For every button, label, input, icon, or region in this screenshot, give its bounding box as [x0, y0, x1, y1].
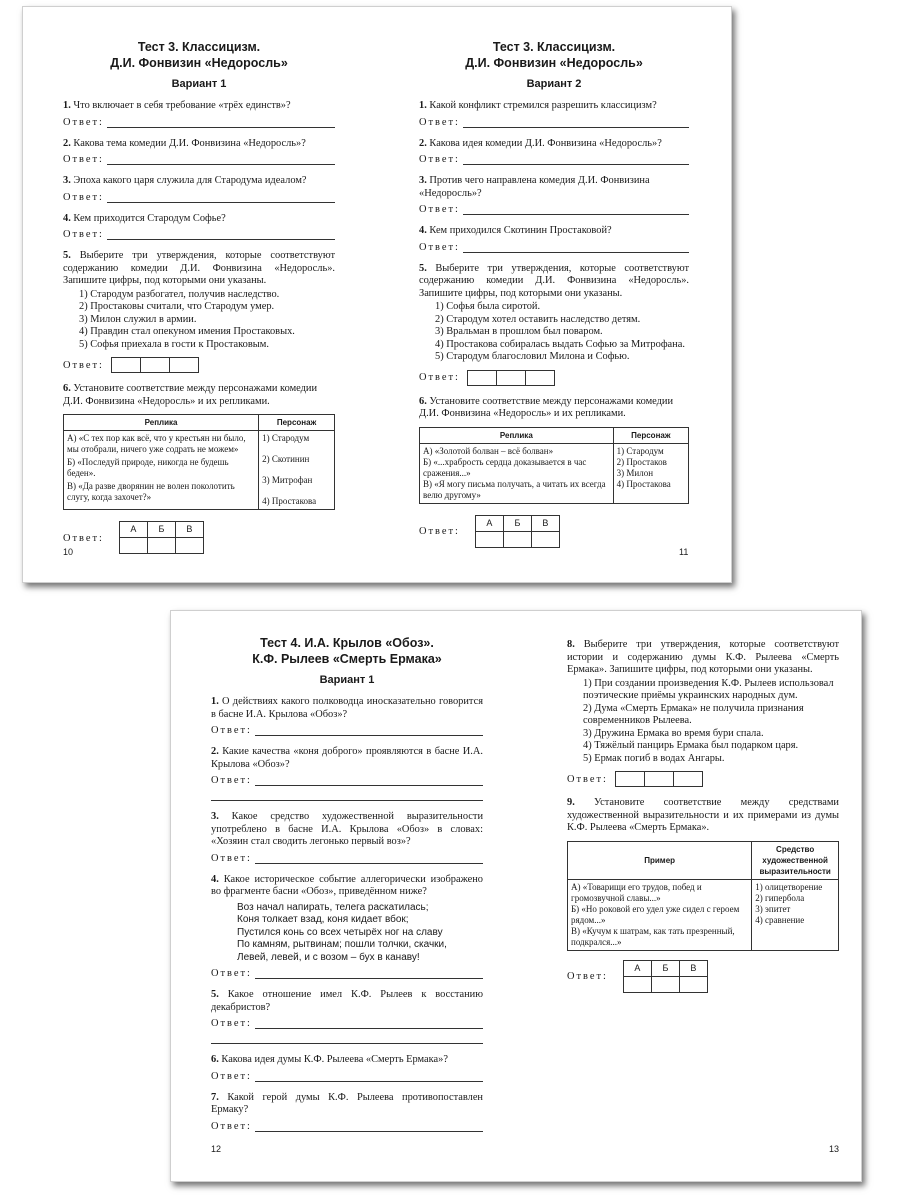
options-list [583, 678, 839, 766]
test-subtitle: Д.И. Фонвизин «Недоросль» [110, 56, 288, 70]
character-4: 4) Простакова [262, 496, 317, 506]
question-9: 9. Установите соответствие между средствами художественной выразительности и их примерами из думы К.Ф. Рылеева «Смерть Ермака». [567, 797, 839, 833]
book-spread-test4 [170, 610, 862, 1182]
page-number: 12 [211, 1144, 222, 1154]
answer-5: Ответ: [419, 370, 689, 386]
answer-6: Ответ: А Б В [419, 516, 689, 548]
means-3: 3) эпитет [755, 903, 791, 914]
option-item: 5) Стародум благословил Милона и Софью. [435, 351, 630, 362]
option-item: 3) Вральман в прошлом был поваром. [435, 326, 603, 337]
character-2: 2) Простаков [616, 456, 667, 467]
option-item: 4) Правдин стал опекуном имения Простаковых. [79, 326, 295, 337]
answer-1[interactable]: Ответ: [211, 725, 483, 736]
means-1: 1) олицетворение [755, 881, 823, 892]
answer-1[interactable]: Ответ: [63, 117, 335, 128]
question-2: 2. Какова идея комедии Д.И. Фонвизина «Недоросль»? [419, 137, 662, 149]
page-10 [63, 39, 335, 564]
answer-8: Ответ: [567, 771, 839, 787]
character-1: 1) Стародум [262, 433, 310, 443]
options-list [79, 289, 335, 352]
answer-3[interactable]: Ответ: [211, 853, 483, 864]
question-5: 5. Выберите три утверждения, которые соответствуют содержанию комедии Д.И. Фонвизина «Недоросль». Запишите цифры, под которыми они указаны. [419, 262, 690, 299]
page-number: 10 [63, 547, 74, 557]
poem-line: Воз начал напирать, телега раскатилась; [237, 901, 429, 913]
match-table: Реплика Персонаж А) «С тех пор как всё, что у крестьян ни было, мы отобрали, ничего уже содрать не можем» Б) «Последуй природе, никогда не будешь беден». В) «Да разве дворянин не волен поколотить слугу, когда захочет?» 1) Стародум 2) Скотинин 3) Митрофан 4) Простакова [63, 414, 335, 510]
question-1: 1. Что включает в себя требование «трёх единств»? [63, 100, 291, 111]
question-7: 7. Какой герой думы К.Ф. Рылеева противопоставлен Ермаку? [211, 1091, 483, 1115]
page-12 [211, 635, 483, 1142]
test-subtitle: К.Ф. Рылеев «Смерть Ермака» [252, 652, 442, 666]
character-2: 2) Скотинин [262, 454, 310, 464]
page-number: 13 [829, 1144, 840, 1154]
answer-4[interactable]: Ответ: [419, 242, 689, 253]
answer-1[interactable]: Ответ: [419, 117, 689, 128]
character-3: 3) Милон [616, 467, 654, 478]
option-item: 2) Дума «Смерть Ермака» не получила признания современников Рылеева. [583, 702, 804, 726]
page-number: 11 [679, 547, 689, 557]
match-table: Реплика Персонаж А) «Золотой болван – всё болван» Б) «...храбрость сердца доказывается в час сражения...» В) «Я могу письма получать, а читать их всегда велю другому» 1) Стародум 2) Простаков 3) Милон 4) Простакова [419, 427, 689, 504]
option-item: 1) Софья была сиротой. [435, 301, 541, 312]
poem-line: По камням, рытвинам; пошли толчки, скачки, [237, 939, 447, 950]
answer-2[interactable]: Ответ: [63, 154, 335, 165]
test-title: Тест 3. Классицизм. [492, 40, 616, 54]
question-5: 5. Какое отношение имел К.Ф. Рылеев к восстанию декабристов? [211, 989, 483, 1013]
question-5: 5. Выберите три утверждения, которые соответствуют содержанию комедии Д.И. Фонвизина «Недоросль». Запишите цифры, под которыми они указаны. [63, 250, 335, 286]
question-3: 3. Эпоха какого царя служила для Стародума идеалом? [63, 175, 307, 186]
answer-grid[interactable]: А Б В [120, 522, 204, 554]
question-3: 3. Какое средство художественной выразительности употреблено в басне И.А. Крылова «Обоз» в словах: «Хозяин стал сводить легонько первый воз»? [211, 811, 483, 847]
example-c: В) «Кучум к шатрам, как тать презренный, подкрался...» [571, 925, 735, 947]
answer-grid[interactable]: А Б В [476, 516, 560, 548]
answer-cells[interactable] [468, 370, 555, 386]
answer-2-extra-line[interactable] [211, 790, 483, 801]
answer-6[interactable]: Ответ: [211, 1071, 483, 1082]
question-6: 6. Установите соответствие между персонажами комедии Д.И. Фонвизина «Недоросль» и их репликами. [63, 383, 318, 407]
poem-line: Левей, левей, и с возом – бух в канаву! [237, 951, 420, 963]
option-item: 2) Простаковы считали, что Стародум умер. [79, 301, 275, 312]
answer-3[interactable]: Ответ: [419, 204, 689, 215]
option-item: 1) При создании произведения К.Ф. Рылеев использовал поэтические приёмы украинских народных дум. [583, 677, 834, 701]
question-1: 1. Какой конфликт стремился разрешить классицизм? [419, 100, 657, 111]
character-3: 3) Митрофан [262, 475, 313, 485]
match-table: Пример Средство художественной выразительности А) «Товарищи его трудов, побед и громозвучной славы...» Б) «Но роковой его удел уже сидел с героем рядом...» В) «Кучум к шатрам, как тать презренный, подкрался...» 1) олицетворение 2) гипербола 3) эпитет 4) сравнение [567, 841, 839, 951]
question-8: 8. Выберите три утверждения, которые соответствуют истории и содержанию думы К.Ф. Рылеева «Смерть Ермака». Запишите цифры, под которыми они указаны. [567, 639, 839, 675]
answer-9: Ответ: А Б В [567, 961, 839, 993]
test-subtitle: Д.И. Фонвизин «Недоросль» [465, 56, 643, 70]
replica-a: А) «Золотой болван – всё болван» [423, 445, 554, 456]
option-item: 1) Стародум разбогател, получив наследство. [79, 288, 280, 300]
option-item: 5) Ермак погиб в водах Ангары. [583, 752, 725, 764]
book-spread-test3 [22, 6, 732, 583]
answer-2[interactable]: Ответ: [211, 775, 483, 786]
options-list [435, 301, 689, 364]
answer-6: Ответ: А Б В [63, 522, 335, 554]
answer-2[interactable]: Ответ: [419, 154, 689, 165]
answer-4[interactable]: Ответ: [63, 229, 335, 240]
question-3: 3. Против чего направлена комедия Д.И. Фонвизина «Недоросль»? [419, 175, 650, 199]
option-item: 2) Стародум хотел оставить наследство детям. [435, 313, 641, 325]
poem-line: Пустился конь со всех четырёх ног на славу [237, 926, 443, 938]
answer-7[interactable]: Ответ: [211, 1121, 483, 1132]
option-item: 3) Милон служил в армии. [79, 313, 197, 325]
question-6: 6. Какова идея думы К.Ф. Рылеева «Смерть Ермака»? [211, 1054, 448, 1065]
poem-line: Коня толкает взад, коня кидает вбок; [237, 914, 409, 925]
answer-4[interactable]: Ответ: [211, 968, 483, 979]
answer-5-extra-line[interactable] [211, 1033, 483, 1044]
question-4: 4. Кем приходился Скотинин Простаковой? [419, 225, 612, 236]
question-4: 4. Какое историческое событие аллегорически изображено во фрагменте басни «Обоз», приведённом ниже? [211, 873, 483, 897]
option-item: 3) Дружина Ермака во время бури спала. [583, 727, 764, 739]
page-11 [419, 39, 689, 558]
replica-b: Б) «Последуй природе, никогда не будешь беден». [67, 457, 229, 478]
example-b: Б) «Но роковой его удел уже сидел с героем рядом...» [571, 903, 740, 925]
question-2: 2. Какие качества «коня доброго» проявляются в басне И.А. Крылова «Обоз»? [211, 746, 483, 770]
means-2: 2) гипербола [755, 892, 805, 903]
replica-c: В) «Да разве дворянин не волен поколотить слугу, когда захочет?» [67, 481, 235, 502]
test-title: Тест 4. И.А. Крылов «Обоз». [260, 636, 434, 650]
page-13 [567, 639, 839, 1003]
variant-label: Вариант 1 [171, 78, 227, 90]
replica-a: А) «С тех пор как всё, что у крестьян ни было, мы отобрали, ничего уже содрать не можем» [67, 433, 246, 454]
question-2: 2. Какова тема комедии Д.И. Фонвизина «Недоросль»? [63, 137, 306, 149]
replica-c: В) «Я могу письма получать, а читать их всегда велю другому» [423, 478, 606, 500]
option-item: 4) Простакова собиралась выдать Софью за Митрофана. [435, 338, 685, 350]
question-1: 1. О действиях какого полководца иносказательно говорится в басне И.А. Крылова «Обоз»? [211, 696, 483, 720]
option-item: 4) Тяжёлый панцирь Ермака был подарком царя. [583, 740, 799, 751]
question-6: 6. Установите соответствие между персонажами комедии Д.И. Фонвизина «Недоросль» и их репликами. [419, 395, 674, 419]
option-item: 5) Софья приехала в гости к Простаковым. [79, 338, 269, 350]
answer-5: Ответ: [63, 357, 335, 373]
poem-fragment [237, 902, 483, 965]
variant-label: Вариант 2 [526, 78, 582, 90]
variant-label: Вариант 1 [319, 674, 375, 686]
test-title: Тест 3. Классицизм. [137, 40, 261, 54]
answer-5[interactable]: Ответ: [211, 1018, 483, 1029]
answer-cells[interactable] [616, 771, 703, 787]
answer-3[interactable]: Ответ: [63, 192, 335, 203]
character-4: 4) Простакова [616, 478, 671, 489]
replica-b: Б) «...храбрость сердца доказывается в час сражения...» [423, 456, 587, 478]
answer-grid[interactable]: А Б В [624, 961, 708, 993]
means-4: 4) сравнение [755, 914, 805, 925]
answer-cells[interactable] [112, 357, 199, 373]
example-a: А) «Товарищи его трудов, побед и громозвучной славы...» [571, 881, 702, 903]
character-1: 1) Стародум [616, 445, 664, 456]
question-4: 4. Кем приходится Стародум Софье? [63, 212, 226, 224]
